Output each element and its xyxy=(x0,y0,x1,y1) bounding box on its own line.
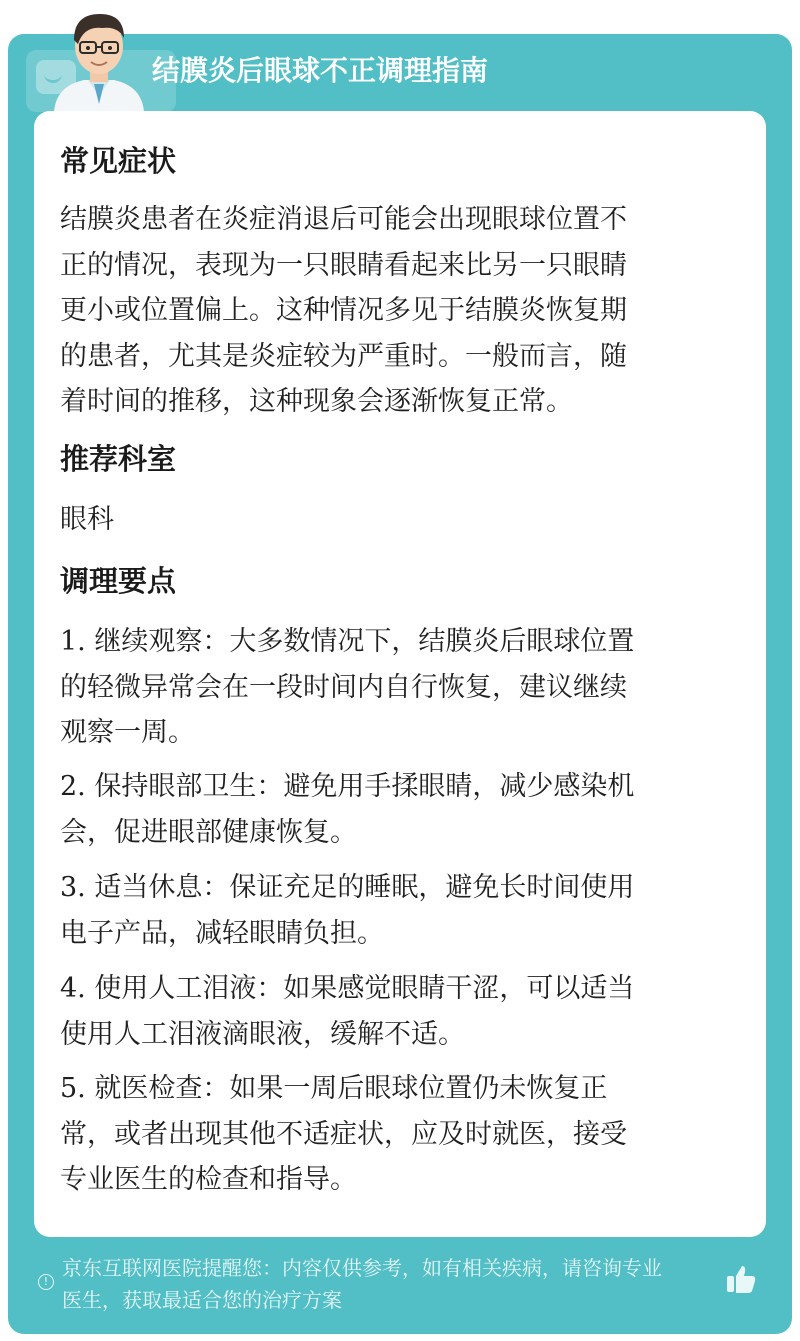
symptoms-line: 结膜炎患者在炎症消退后可能会出现眼球位置不 xyxy=(60,204,627,235)
care-tip-line: 适当休息：保证充足的睡眠，避免长时间使用 xyxy=(85,872,635,903)
symptoms-line: 的患者，尤其是炎症较为严重时。一般而言，随 xyxy=(60,340,627,372)
department-line: 眼科 xyxy=(60,504,114,535)
department-text xyxy=(60,497,728,543)
care-tip-item-3 xyxy=(60,865,728,956)
care-tip-line: 的轻微异常会在一段时间内自行恢复，建议继续 xyxy=(60,671,627,703)
care-tip-line: 观察一周。 xyxy=(60,717,195,748)
symptoms-line: 更小或位置偏上。这种情况多见于结膜炎恢复期 xyxy=(60,295,627,326)
care-tip-line: 使用人工泪液滴眼液，缓解不适。 xyxy=(60,1018,465,1050)
care-tip-item-2 xyxy=(60,764,728,855)
care-tip-item-1 xyxy=(60,619,728,756)
disclaimer-text xyxy=(62,1252,732,1316)
thumbs-up-icon[interactable] xyxy=(724,1262,758,1296)
care-tip-line: 保持眼部卫生：避免用手揉眼睛，减少感染机 xyxy=(85,771,635,802)
list-number: 4. xyxy=(60,973,86,1004)
list-number: 3. xyxy=(60,872,86,903)
symptoms-line: 着时间的推移，这种现象会逐渐恢复正常。 xyxy=(60,386,573,417)
care-tip-line: 专业医生的检查和指导。 xyxy=(60,1164,357,1195)
care-tip-line: 就医检查：如果一周后眼球位置仍未恢复正 xyxy=(85,1073,608,1104)
list-number: 1. xyxy=(60,626,86,657)
symptoms-line: 正的情况，表现为一只眼睛看起来比另一只眼睛 xyxy=(60,249,627,281)
care-tip-line: 常，或者出现其他不适症状，应及时就医，接受 xyxy=(60,1118,627,1150)
care-tip-line: 使用人工泪液：如果感觉眼睛干涩，可以适当 xyxy=(85,973,635,1004)
disclaimer-line: 京东互联网医院提醒您：内容仅供参考，如有相关疾病，请咨询专业 xyxy=(62,1256,662,1280)
list-number: 2. xyxy=(60,771,86,802)
info-icon: ! xyxy=(38,1274,54,1290)
page-title: 结膜炎后眼球不正调理指南 xyxy=(152,54,489,87)
care-tip-item-4 xyxy=(60,966,728,1057)
disclaimer-line: 医生，获取最适合您的治疗方案 xyxy=(62,1288,342,1312)
list-number: 5. xyxy=(60,1073,86,1104)
care-tip-line: 继续观察：大多数情况下，结膜炎后眼球位置 xyxy=(85,626,635,657)
care-tip-item-5 xyxy=(60,1066,728,1203)
doctor-avatar xyxy=(44,4,154,112)
care-tip-line: 会，促进眼部健康恢复。 xyxy=(60,816,357,848)
care-tip-line: 电子产品，减轻眼睛负担。 xyxy=(60,917,384,949)
section-heading-department: 推荐科室 xyxy=(60,442,177,476)
symptoms-text xyxy=(60,197,728,425)
section-heading-care-tips: 调理要点 xyxy=(60,564,177,598)
section-heading-symptoms: 常见症状 xyxy=(60,144,177,178)
